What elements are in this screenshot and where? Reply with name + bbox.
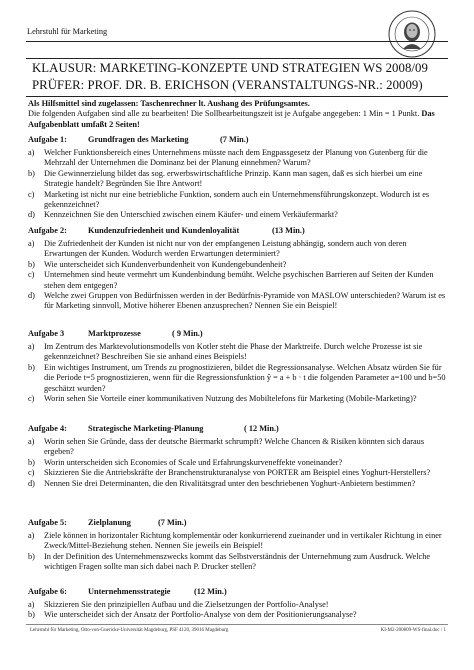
- question-text: Die Gewinnerzielung bildet das sog. erwerbswirtschaftliche Prinzip. Kann man sagen, daß es sich hierbei um eine Strategie handelt? Begründen Sie Ihre Antwort!: [44, 168, 423, 189]
- exam-title-box: [26, 58, 448, 97]
- task-3: [28, 329, 450, 404]
- page-count-note: Das Aufgabenblatt umfaßt 2 Seiten!: [28, 109, 435, 129]
- question-letter: d): [28, 210, 35, 220]
- footer-file-ref: KI-M2-200809-WS-final.doc / 1: [380, 628, 446, 633]
- question: [28, 610, 450, 620]
- question-text: Worin sehen Sie Gründe, dass der deutsche Biermarkt schrumpft? Welche Chancen & Risiken könnten sich daraus ergeben?: [44, 437, 425, 457]
- question: [28, 363, 450, 394]
- task-time: (13 Min.): [272, 226, 305, 235]
- task-heading: [28, 135, 450, 146]
- question: [28, 291, 450, 312]
- allowed-aids: Als Hilfsmittel sind zugelassen: Taschenrechner lt. Aushang des Prüfungsamtes.: [28, 99, 310, 108]
- task-1: [28, 135, 450, 221]
- question-text: Die Zufriedenheit der Kunden ist nicht nur von der empfangenen Leistung abhängig, sondern auch von deren Erwartungen der Kunden. Wodurch werden Erwartungen determiniert?: [44, 239, 407, 259]
- task-title: Zielplanung: [88, 518, 131, 527]
- task-number: Aufgabe 6:: [28, 587, 67, 596]
- question: [28, 342, 450, 363]
- task-2: [28, 226, 450, 312]
- question-letter: b): [28, 551, 35, 561]
- question-text: Wie unterscheidet sich der Ansatz der Portfolio-Analyse von dem der Positionierungsanalyse?: [44, 610, 357, 620]
- instructions-text: Die folgenden Aufgaben sind alle zu bearbeiten! Die Sollbearbeitungszeit ist je Aufgabe angegeben: 1 Min = 1 Punkt.: [28, 109, 420, 119]
- question: [28, 479, 450, 489]
- question-letter: c): [28, 189, 35, 199]
- institution-header: Lehrstuhl für Marketing: [27, 27, 108, 36]
- task-title: Unternehmensstrategie: [88, 587, 171, 596]
- question-text: Kennzeichnen Sie den Unterschied zwischen einem Käufer- und einem Verkäufermarkt?: [44, 210, 338, 220]
- question-letter: b): [28, 362, 35, 372]
- question-text: Skizzieren Sie den prinzipiellen Aufbau und die Zielsetzungen der Portfolio-Analyse!: [44, 600, 329, 609]
- task-title: Kundenzufriedenheit und Kundenloyalität: [88, 226, 240, 235]
- question-letter: c): [28, 394, 35, 404]
- question: [28, 600, 450, 610]
- question-letter: a): [28, 148, 35, 157]
- question-text: In der Definition des Unternehmenszwecks kommt das Selbstverständnis der Unternehmung zum Ausdruck. Welche wichtigen Fragen sollte man sich dabei nach P. Drucker stellen?: [44, 551, 431, 572]
- question-letter: c): [28, 270, 35, 280]
- question-text: Unternehmen sind heute vermehrt um Kundenbindung bemüht. Welche psychischen Barrieren auf Seiten der Kunden stehen dem entgegen?: [44, 270, 434, 290]
- question: [28, 468, 450, 478]
- task-time: (7 Min.): [220, 135, 249, 144]
- task-time: (7 Min.): [158, 518, 187, 527]
- task-number: Aufgabe 3: [28, 329, 65, 338]
- question: [28, 531, 450, 552]
- task-heading: [28, 424, 450, 435]
- question: [28, 169, 450, 190]
- task-title: Grundfragen des Marketing: [88, 135, 189, 144]
- question-letter: b): [28, 457, 35, 467]
- exam-title: KLAUSUR: MARKETING-KONZEPTE UND STRATEGIEN WS 2008/09: [32, 61, 428, 75]
- question-text: Ziele können in horizontaler Richtung komplementär oder konkurrierend zueinander und in vertikaler Richtung in einer Zweck/Mittel-Beziehung stehen. Nennen Sie jeweils ein Beispiel!: [44, 531, 442, 551]
- question-letter: d): [28, 291, 35, 301]
- task-heading: [28, 587, 450, 598]
- task-number: Aufgabe 2:: [28, 226, 67, 235]
- task-4: [28, 424, 450, 489]
- task-number: Aufgabe 5:: [28, 518, 67, 527]
- question-text: Ein wichtiges Instrument, um Trends zu prognostizieren, bildet die Regressionsanalyse. Welchen Absatz würden Sie für die Periode t=5 prognostizieren, wenn für die Regressionsfunktion ŷ = a + b · t die folgenden Parameter a=100 und b=50 geschätzt wurden?: [44, 362, 446, 393]
- task-6: [28, 587, 450, 621]
- task-heading: [28, 518, 450, 529]
- examiner-line: PRÜFER: PROF. DR. B. ERICHSON (VERANSTALTUNGS-NR.: 20009): [32, 78, 423, 92]
- question-letter: a): [28, 437, 35, 446]
- question: [28, 270, 450, 291]
- question: [28, 552, 450, 573]
- question-letter: a): [28, 600, 35, 609]
- question-text: Worin unterscheiden sich Economies of Scale und Erfahrungskurveneffekte voneinander?: [44, 457, 343, 467]
- question-letter: a): [28, 239, 35, 248]
- question-letter: c): [28, 468, 35, 478]
- question-letter: b): [28, 168, 35, 178]
- footer-address: Lehrstuhl für Marketing, Otto-von-Guericke-Universität Magdeburg, PSF 4120, 39016 Magdeburg: [30, 628, 229, 633]
- task-number: Aufgabe 1:: [28, 135, 67, 144]
- task-heading: [28, 226, 450, 237]
- question: [28, 458, 450, 468]
- question-text: Im Zentrum des Marktevolutionsmodells von Kotler steht die Phase der Marktreife. Durch welche Prozesse ist sie gekennzeichnet? Beschreiben Sie sie anhand eines Beispiels!: [44, 342, 423, 362]
- question-letter: d): [28, 478, 35, 488]
- task-number: Aufgabe 4:: [28, 424, 67, 433]
- question-text: Marketing ist nicht nur eine betriebliche Funktion, sondern auch ein Unternehmensführungskonzept. Wodurch ist es gekennzeichnet?: [44, 189, 430, 210]
- question-text: Worin sehen Sie Vorteile einer kommunikativen Nutzung des Mobiltelefons für Marketing (Mobile-Marketing)?: [44, 394, 417, 404]
- question-text: Welcher Funktionsbereich eines Unternehmens müsste nach dem Engpassgesetz der Planung von Gutenberg für die Mehrzahl der Unternehmen die Dominanz bei der Planung einnehmen? Warum?: [44, 148, 428, 168]
- task-time: ( 9 Min.): [172, 329, 203, 338]
- question: [28, 260, 450, 270]
- task-title: Marktprozesse: [88, 329, 141, 338]
- university-seal-logo: [387, 9, 437, 59]
- question-letter: a): [28, 342, 35, 351]
- question-letter: b): [28, 610, 35, 620]
- task-heading: [28, 329, 450, 340]
- question-text: Welche zwei Gruppen von Bedürfnissen werden in der Bedürfnis-Pyramide von MASLOW unterschieden? Warum ist es für Marketing sinnvoll, Motive höherer Ebenen anzusprechen? Nennen Sie ein Beispiel!: [44, 291, 446, 311]
- task-5: [28, 518, 450, 573]
- question: [28, 190, 450, 211]
- question-text: Wie unterscheidet sich Kundenverbundenheit von Kundengebundenheit?: [44, 259, 287, 269]
- question: [28, 394, 450, 404]
- question: [28, 437, 450, 458]
- question: [28, 239, 450, 260]
- task-title: Strategische Marketing-Planung: [88, 424, 204, 433]
- question-letter: b): [28, 259, 35, 269]
- question: [28, 210, 450, 220]
- question: [28, 148, 450, 169]
- instructions-block: [28, 99, 448, 130]
- question-text: Skizzieren Sie die Antriebskräfte der Branchenstrukturanalyse von PORTER am Beispiel eines Yoghurt-Herstellers?: [44, 468, 431, 478]
- question-text: Nennen Sie drei Determinanten, die den Rivalitätsgrad unter den beschriebenen Yoghurt-Anbietern bestimmen?: [44, 478, 416, 488]
- task-time: (12 Min.): [194, 587, 227, 596]
- task-time: ( 12 Min.): [244, 424, 279, 433]
- question-letter: a): [28, 531, 35, 540]
- header-divider: [26, 41, 448, 42]
- footer-divider: [26, 624, 448, 625]
